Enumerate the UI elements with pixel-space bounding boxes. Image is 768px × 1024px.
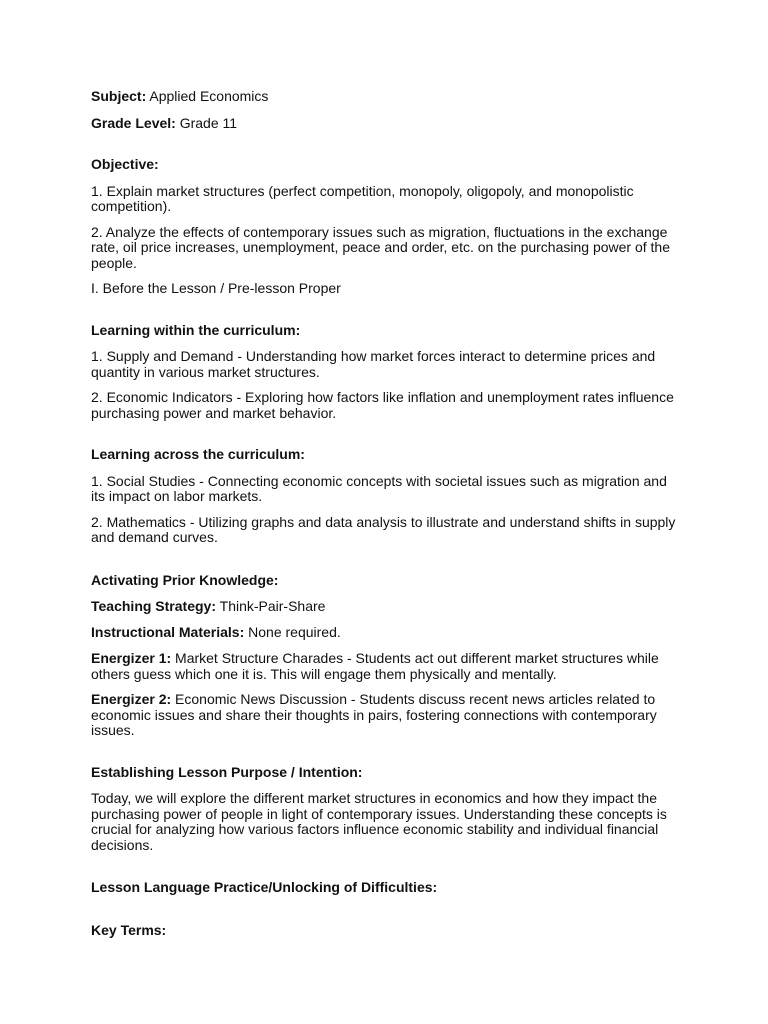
teaching-strategy-label: Teaching Strategy:	[91, 598, 216, 614]
objective-item-2: 2. Analyze the effects of contemporary issues such as migration, fluctuations in the exchange rate, oil price increases, unemployment, peace and order, etc. on the purchasing power of the people.	[91, 223, 671, 271]
materials-line	[91, 625, 678, 641]
lesson-purpose-text: Today, we will explore the different market structures in economics and how they impact the purchasing power of people in light of contemporary issues. Understanding these concepts is crucial for analyzing how various factors influence economic stability and individual financial decisions.	[91, 790, 667, 853]
within-curriculum-heading: Learning within the curriculum:	[91, 321, 301, 338]
teaching-strategy-value: Think-Pair-Share	[216, 598, 326, 614]
objective-heading: Objective:	[91, 156, 159, 172]
prior-knowledge-heading: Activating Prior Knowledge:	[91, 571, 279, 588]
grade-value: Grade 11	[179, 114, 238, 131]
key-terms-heading: Key Terms:	[91, 921, 167, 938]
subject-label: Subject:	[91, 88, 147, 104]
within-item-1: 1. Supply and Demand - Understanding how market forces interact to determine prices and quantity in various market structures.	[91, 348, 656, 380]
grade-line	[91, 116, 678, 132]
teaching-strategy-line	[91, 599, 678, 615]
energizer-1	[91, 651, 678, 682]
before-lesson-line: I. Before the Lesson / Pre-lesson Proper	[91, 280, 341, 296]
energizer-2-text: Economic News Discussion - Students discuss recent news articles related to economic issues and share their thoughts in pairs, fostering connections with contemporary issues.	[91, 691, 657, 738]
subject-line	[91, 89, 678, 105]
within-item-2: 2. Economic Indicators - Exploring how factors like inflation and unemployment rates influence purchasing power and market behavior.	[91, 389, 674, 421]
subject-value: Applied Economics	[149, 88, 269, 104]
materials-label: Instructional Materials:	[91, 623, 245, 640]
materials-value: None required.	[244, 623, 341, 640]
energizer-1-text: Market Structure Charades - Students act out different market structures while others guess which one it is. This will engage them physically and mentally.	[91, 650, 659, 682]
energizer-2-label: Energizer 2:	[91, 691, 172, 707]
language-practice-heading: Lesson Language Practice/Unlocking of Difficulties:	[91, 879, 438, 895]
energizer-1-label: Energizer 1:	[91, 650, 172, 666]
objective-item-1: 1. Explain market structures (perfect competition, monopoly, oligopoly, and monopolistic competition).	[91, 182, 634, 214]
across-curriculum-heading: Learning across the curriculum:	[91, 446, 305, 462]
across-item-1: 1. Social Studies - Connecting economic concepts with societal issues such as migration and its impact on labor markets.	[91, 472, 667, 504]
grade-label: Grade Level:	[91, 114, 176, 131]
energizer-2	[91, 692, 678, 739]
lesson-purpose-heading: Establishing Lesson Purpose / Intention:	[91, 763, 363, 780]
across-item-2: 2. Mathematics - Utilizing graphs and data analysis to illustrate and understand shifts in supply and demand curves.	[91, 513, 676, 545]
